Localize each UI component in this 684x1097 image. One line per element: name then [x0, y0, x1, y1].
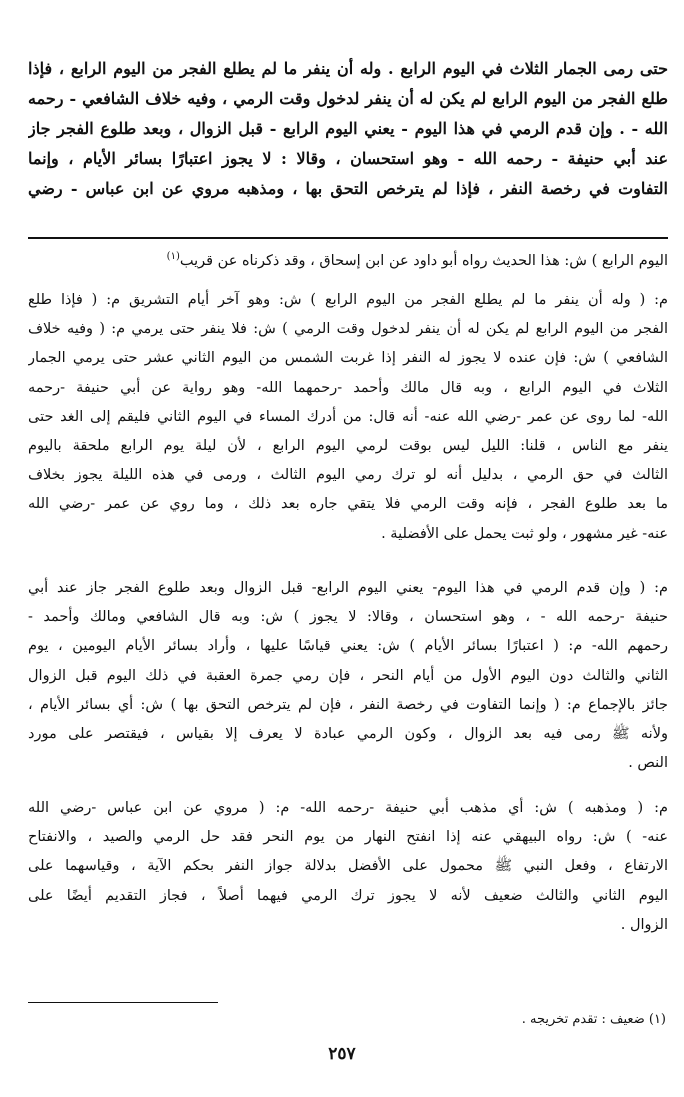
- commentary-paragraph-3: [28, 574, 668, 778]
- text-line: م: ( وله أن ينفر ما لم يطلع الفجر من اليوم الرابع ) ش: وهو آخر أيام التشريق م: ( فإذا طلع: [28, 292, 668, 308]
- text-line: ولأنه ﷺ رمى فيه بعد الزوال ، وكون الرمي عبادة لا يعرف إلا بقياس ، فيقتصر على مورد: [28, 725, 668, 742]
- text-line: الثالث في حق الرمي ، بدليل أنه لو ترك رمي اليوم الثالث ، ورمى في هذه الليلة يجوز بخلاف: [28, 467, 668, 484]
- text-line: الثاني والثالث دون اليوم الأول من أيام النحر ، فإن رمي جمرة العقبة في ذلك اليوم قبل الزوال: [28, 667, 668, 684]
- main-text-block: [28, 54, 668, 204]
- text-line: الزوال .: [620, 916, 668, 933]
- text-line: عنه- غير مشهور ، ولو ثبت يحمل على الأفضلية .: [381, 525, 668, 542]
- text-line: اليوم الرابع ) ش: هذا الحديث رواه أبو داود عن ابن إسحاق ، وقد ذكرناه عن قريب$^{(١)}$: [166, 251, 668, 269]
- text-line: م: ( وإن قدم الرمي في هذا اليوم- يعني اليوم الرابع- قبل الزوال وبعد طلوع الفجر جاز عند أبي: [28, 580, 668, 596]
- text-line: حنيفة -رحمه الله - ، وهو استحسان ، وقالا: لا يجوز ) ش: وبه قال الشافعي ومالك وأحمد -: [28, 609, 668, 626]
- footnote-divider: [28, 1002, 218, 1003]
- text-line: رحمهم الله- م: ( اعتبارًا بسائر الأيام ) ش: يعني قياسًا عليها ، وأراد بسائر الأيام اليومين ، يوم: [28, 638, 668, 655]
- text-line: م: ( ومذهبه ) ش: أي مذهب أبي حنيفة -رحمه الله- م: ( مروي عن ابن عباس -رضي الله: [28, 800, 668, 816]
- text-line: عنه- ) ش: رواه البيهقي عنه إذا انفتح النهار من يوم النحر فقد حل الرمي والصيد ، والانفتاح: [28, 829, 668, 846]
- text-line: اليوم الثاني والثالث ضعيف لأنه لا يجوز ترك الرمي فيهما أصلاً ، فجاز التقديم أيضًا على: [28, 887, 668, 904]
- text-line: الله - . وإن قدم الرمي في هذا اليوم - يعني اليوم الرابع - قبل الزوال ، وبعد طلوع الفجر جاز: [28, 119, 668, 138]
- commentary-paragraph-2: [28, 286, 668, 549]
- text-line: حتى رمى الجمار الثلاث في اليوم الرابع . وله أن ينفر ما لم يطلع الفجر من اليوم الرابع ، فإذا: [28, 59, 668, 78]
- text-line: طلع الفجر من اليوم الرابع لم يكن له أن ينفر لدخول وقت الرمي ، وفيه خلاف الشافعي - رحمه: [28, 89, 668, 108]
- text-line: جائز بالإجماع م: ( وإنما التفاوت في رخصة النفر ، فإن لم يترخص التحق بها ) ش: أي بسائر الأيام ،: [28, 696, 668, 713]
- text-line: الفجر من اليوم الرابع لم يكن له أن ينفر لدخول وقت الرمي ) ش: فلا ينفر حتى يرمي م: ( وفيه خلاف: [28, 321, 668, 338]
- text-line: ما بعد طلوع الفجر ، فإنه وقت الرمي فلا يتقي جاره بعد ذلك ، وما روي عن عمر -رضي الله: [28, 496, 668, 513]
- text-line: ينفر مع الناس ، قلنا: الليل ليس بوقت لرمي اليوم الرابع ، لأن ليلة يوم الرابع ملحقة باليوم: [28, 437, 668, 454]
- text-line: النص .: [628, 755, 668, 772]
- commentary-paragraph-4: [28, 794, 668, 940]
- footnote: (١) ضعيف : تقدم تخريجه .: [521, 1012, 666, 1027]
- commentary-paragraph-1: [28, 242, 668, 271]
- text-line: عند أبي حنيفة - رحمه الله - وهو استحسان ، وقالا : لا يجوز اعتبارًا بسائر الأيام ، وإنما: [28, 149, 668, 168]
- section-divider: [28, 237, 668, 239]
- text-line: الثلاث في اليوم الرابع ، وبه قال مالك وأحمد -رحمهما الله- وهو رواية عن أبي حنيفة -رحمه: [28, 379, 668, 396]
- text-line: الارتفاع ، وفعل النبي ﷺ محمول على الأفضل بدلالة جواز النفر بحكم الآية ، وقياسهما على: [28, 858, 668, 875]
- footnote-marker: (١): [166, 251, 180, 262]
- text-line: الشافعي ) ش: فإن عنده لا يجوز له النفر إذا غربت الشمس من اليوم الثاني عشر حتى يرمي الجمار: [28, 350, 668, 367]
- text-line: الله- لما روى عن عمر -رضي الله عنه- أنه قال: من أدرك المساء في اليوم الثاني فليقم إلى الغد حتى: [28, 408, 668, 425]
- page-number: ٢٥٧: [328, 1044, 356, 1064]
- text-line: التفاوت في رخصة النفر ، فإذا لم يترخص التحق بها ، ومذهبه مروي عن ابن عباس - رضي: [28, 179, 668, 198]
